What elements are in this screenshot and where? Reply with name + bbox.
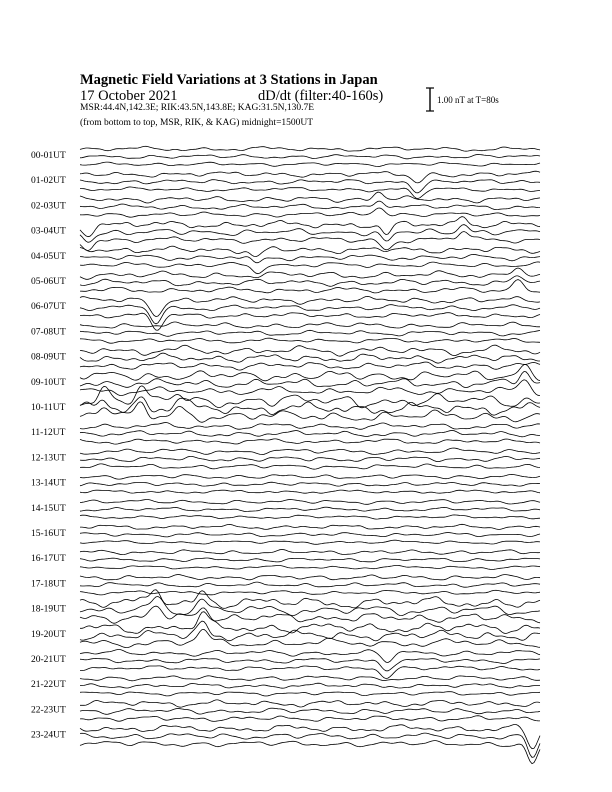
- trace-kag: [80, 365, 540, 381]
- trace-rik: [80, 431, 540, 437]
- hour-label: 03-04UT: [31, 226, 66, 237]
- trace-msr: [80, 590, 540, 595]
- trace-kag: [80, 575, 540, 580]
- trace-msr: [80, 515, 540, 519]
- hour-label: 23-24UT: [31, 730, 66, 741]
- hour-label: 14-15UT: [31, 503, 66, 514]
- hour-label: 11-12UT: [31, 428, 66, 439]
- scale-label: 1.00 nT at T=80s: [437, 95, 499, 105]
- trace-kag: [80, 448, 540, 455]
- hour-label: 06-07UT: [31, 302, 66, 313]
- hour-label: 07-08UT: [31, 327, 66, 338]
- hour-label: 12-13UT: [31, 453, 66, 464]
- trace-kag: [80, 386, 540, 408]
- trace-rik: [80, 683, 540, 688]
- trace-rik: [80, 733, 540, 757]
- trace-msr: [80, 338, 540, 343]
- trace-rik: [80, 353, 540, 363]
- hour-label: 00-01UT: [31, 151, 66, 161]
- trace-msr: [80, 187, 540, 199]
- trace-rik: [80, 533, 540, 537]
- trace-msr: [80, 565, 540, 569]
- hour-label: 04-05UT: [31, 251, 66, 262]
- trace-rik: [80, 254, 540, 262]
- chart-date: 17 October 2021: [80, 88, 178, 104]
- trace-msr: [80, 439, 540, 444]
- trace-rik: [80, 330, 540, 336]
- hour-label: 18-19UT: [31, 604, 66, 615]
- trace-kag: [80, 500, 540, 505]
- trace-rik: [80, 397, 540, 415]
- trace-kag: [80, 524, 540, 529]
- trace-msr: [80, 692, 540, 696]
- hour-label: 02-03UT: [31, 201, 66, 212]
- trace-rik: [80, 180, 540, 193]
- hour-label: 10-11UT: [31, 403, 66, 413]
- hour-label: 08-09UT: [31, 352, 66, 363]
- hour-label: 19-20UT: [31, 629, 66, 640]
- trace-msr: [80, 629, 540, 647]
- hour-label: 22-23UT: [31, 705, 66, 716]
- chart-filter: dD/dt (filter:40-160s): [258, 88, 384, 104]
- trace-kag: [80, 676, 540, 681]
- trace-rik: [80, 582, 540, 587]
- trace-kag: [80, 700, 540, 707]
- trace-kag: [80, 423, 540, 430]
- trace-rik: [80, 658, 540, 670]
- trace-rik: [80, 558, 540, 562]
- hour-label: 20-21UT: [31, 655, 66, 665]
- trace-msr: [80, 362, 540, 370]
- trace-rik: [80, 155, 540, 159]
- trace-kag: [80, 192, 540, 203]
- trace-msr: [80, 716, 540, 722]
- trace-kag: [80, 345, 540, 356]
- trace-rik: [80, 456, 540, 461]
- trace-msr: [80, 741, 540, 764]
- trace-msr: [80, 262, 540, 274]
- trace-kag: [80, 146, 540, 151]
- trace-kag: [80, 296, 540, 316]
- scale-bar: [426, 88, 434, 111]
- trace-msr: [80, 232, 540, 251]
- trace-rik: [80, 708, 540, 714]
- trace-msr: [80, 464, 540, 469]
- trace-kag: [80, 474, 540, 479]
- trace-msr: [80, 490, 540, 493]
- trace-rik: [80, 276, 540, 286]
- trace-rik: [80, 621, 540, 641]
- hour-label: 17-18UT: [31, 579, 66, 590]
- trace-msr: [80, 208, 540, 217]
- hour-label: 09-10UT: [31, 377, 66, 388]
- trace-rik: [80, 507, 540, 511]
- trace-msr: [80, 402, 540, 423]
- trace-kag: [80, 550, 540, 555]
- trace-msr: [80, 162, 540, 166]
- trace-kag: [80, 590, 540, 609]
- trace-kag: [80, 322, 540, 328]
- hour-label: 15-16UT: [31, 529, 66, 539]
- station-coordinates: MSR:44.4N,142.3E; RIK:43.5N,143.8E; KAG:31.5N,130.7E: [80, 103, 315, 113]
- chart-title: Magnetic Field Variations at 3 Stations in Japan: [80, 72, 378, 88]
- hour-label: 13-14UT: [31, 478, 66, 489]
- trace-msr: [80, 540, 540, 544]
- hour-label: 05-06UT: [31, 277, 66, 287]
- hour-label: 16-17UT: [31, 554, 66, 565]
- hour-label: 21-22UT: [31, 680, 66, 691]
- station-order-note: (from bottom to top, MSR, RIK, & KAG) midnight=1500UT: [80, 118, 314, 128]
- hour-label: 01-02UT: [31, 176, 66, 187]
- trace-kag: [80, 268, 540, 279]
- trace-rik: [80, 482, 540, 486]
- trace-msr: [80, 606, 540, 623]
- trace-rik: [80, 201, 540, 210]
